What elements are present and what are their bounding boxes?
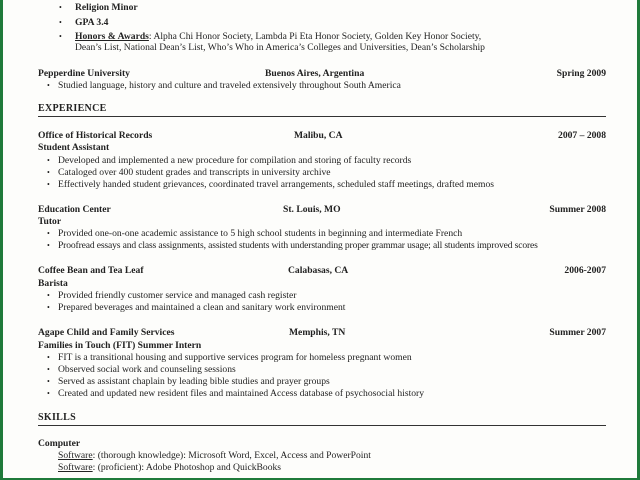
bullet-glyph: • [47, 156, 50, 165]
job-bullet: Created and updated new resident files and maintained Access database of psychosocial history [58, 388, 425, 399]
job-bullet: Served as assistant chaplain by leading bible studies and prayer groups [58, 376, 330, 387]
bullet-glyph: • [47, 389, 50, 398]
bullet-glyph: • [47, 303, 50, 312]
bullet-glyph: • [47, 168, 50, 177]
job-title: Barista [38, 278, 68, 289]
job-location: Malibu, CA [294, 130, 343, 141]
skills-line-label: Software [58, 450, 93, 461]
bullet-glyph: • [59, 3, 62, 12]
bullet-glyph: • [47, 229, 50, 238]
resume-page [3, 0, 637, 478]
study-abroad-bullet: Studied language, history and culture and traveled extensively throughout South America [58, 80, 401, 91]
bullet-glyph: • [47, 180, 50, 189]
bullet-glyph: • [47, 81, 50, 90]
skills-line [58, 462, 281, 473]
job-bullet: Developed and implemented a new procedure for compilation and storing of faculty records [58, 155, 412, 166]
job-date: Summer 2007 [549, 327, 606, 338]
job-bullet: Proofread essays and class assignments, assisted students with understanding proper grammar usage; all students improved scores [58, 240, 538, 251]
job-title: Families in Touch (FIT) Summer Intern [38, 340, 202, 351]
bullet-glyph: • [47, 365, 50, 374]
job-bullet: FIT is a transitional housing and supportive services program for homeless pregnant women [58, 352, 412, 363]
education-religion-minor: Religion Minor [75, 2, 138, 13]
honors-label: Honors & Awards [75, 31, 149, 42]
job-location: Calabasas, CA [288, 265, 349, 276]
section-rule [38, 425, 606, 426]
bullet-glyph: • [47, 241, 50, 250]
job-org: Agape Child and Family Services [38, 327, 175, 338]
job-bullet: Prepared beverages and maintained a clean and sanitary work environment [58, 302, 346, 313]
education-honors-cont: Dean’s List, National Dean’s List, Who’s Who in America’s Colleges and Universities, Dean’s Scholarship [75, 42, 485, 53]
education-honors [75, 31, 481, 42]
study-abroad-date: Spring 2009 [556, 68, 606, 79]
bullet-glyph: • [59, 18, 62, 27]
job-bullet: Observed social work and counseling sessions [58, 364, 236, 375]
job-bullet: Effectively handed student grievances, coordinated travel arrangements, scheduled staff meetings, drafted memos [58, 179, 495, 190]
section-rule [38, 116, 606, 117]
bullet-glyph: • [47, 291, 50, 300]
skills-line-label: Software [58, 462, 93, 473]
job-location: St. Louis, MO [283, 204, 341, 215]
job-bullet: Cataloged over 400 student grades and transcripts in university archive [58, 167, 331, 178]
job-org: Office of Historical Records [38, 130, 153, 141]
job-location: Memphis, TN [289, 327, 346, 338]
education-gpa: GPA 3.4 [75, 17, 109, 28]
job-org: Coffee Bean and Tea Leaf [38, 265, 144, 276]
job-bullet: Provided friendly customer service and managed cash register [58, 290, 297, 301]
bullet-glyph: • [47, 377, 50, 386]
job-title: Tutor [38, 216, 62, 227]
bullet-glyph: • [47, 353, 50, 362]
job-date: 2007 – 2008 [558, 130, 606, 141]
skills-line-text: : (proficient): Adobe Photoshop and QuickBooks [92, 462, 282, 473]
job-date: Summer 2008 [549, 204, 606, 215]
section-heading-skills: SKILLS [38, 412, 76, 423]
bullet-glyph: • [59, 32, 62, 41]
job-bullet: Provided one-on-one academic assistance to 5 high school students in beginning and intermediate French [58, 228, 463, 239]
job-date: 2006-2007 [564, 265, 606, 276]
study-abroad-school: Pepperdine University [38, 68, 130, 79]
skills-line [58, 450, 371, 461]
job-title: Student Assistant [38, 142, 110, 153]
honors-text: : Alpha Chi Honor Society, Lambda Pi Eta Honor Society, Golden Key Honor Society, [148, 31, 482, 42]
skills-line-text: : (thorough knowledge): Microsoft Word, Excel, Access and PowerPoint [92, 450, 371, 461]
job-org: Education Center [38, 204, 111, 215]
study-abroad-location: Buenos Aires, Argentina [265, 68, 365, 79]
skills-heading: Computer [38, 438, 81, 449]
section-heading-experience: EXPERIENCE [38, 103, 107, 114]
